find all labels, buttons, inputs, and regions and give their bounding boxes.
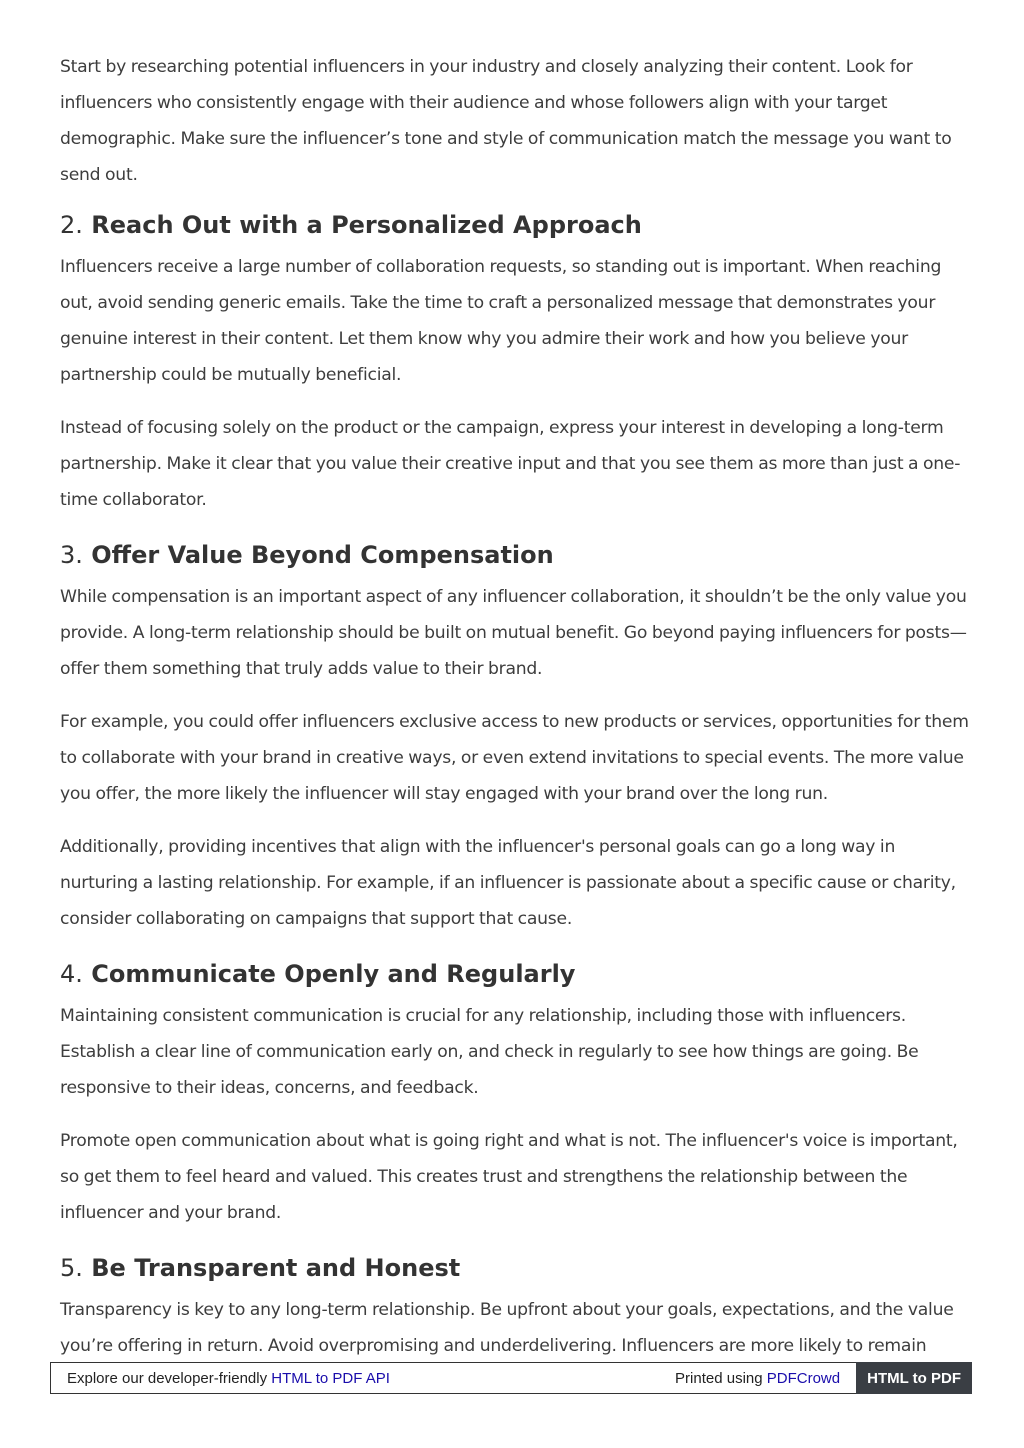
document-body <box>60 49 970 1381</box>
section-title: Communicate Openly and Regularly <box>91 960 576 988</box>
section-title: Reach Out with a Personalized Approach <box>91 211 642 239</box>
section-title: Be Transparent and Honest <box>91 1254 461 1282</box>
section-paragraph: For example, you could offer influencers exclusive access to new products or services, opportunities for them to collaborate with your brand in creative ways, or even extend invitations to special events. The more value you offer, the more likely the influencer will stay engaged with your brand over the long run. <box>60 712 969 804</box>
section-heading-2 <box>60 205 970 245</box>
section-heading-3 <box>60 535 970 575</box>
section-heading-5 <box>60 1248 970 1288</box>
section-number: 3. <box>60 541 83 569</box>
pdfcrowd-link[interactable]: PDFCrowd <box>766 1369 841 1387</box>
section-paragraph: Maintaining consistent communication is crucial for any relationship, including those with influencers. Establish a clear line of communication early on, and check in regularly to see how things are going. Be responsive to their ideas, concerns, and feedback. <box>60 1006 919 1098</box>
html-to-pdf-badge[interactable]: HTML to PDF <box>856 1362 972 1394</box>
section-number: 2. <box>60 211 83 239</box>
footer-promo-text: Explore our developer-friendly <box>67 1369 272 1387</box>
footer-promo <box>51 1370 675 1387</box>
section-number: 4. <box>60 960 83 988</box>
section-paragraph: Influencers receive a large number of collaboration requests, so standing out is important. When reaching out, avoid sending generic emails. Take the time to craft a personalized message that demonstrates your genuine interest in their content. Let them know why you admire their work and how you believe your partnership could be mutually beneficial. <box>60 257 942 385</box>
section-title: Offer Value Beyond Compensation <box>91 541 554 569</box>
section-paragraph: Additionally, providing incentives that align with the influencer's personal goals can go a long way in nurturing a lasting relationship. For example, if an influencer is passionate about a specific cause or charity, consider collaborating on campaigns that support that cause. <box>60 837 956 929</box>
intro-paragraph: Start by researching potential influencers in your industry and closely analyzing their content. Look for influencers who consistently engage with their audience and whose followers align with your target demographic. Make sure the influencer’s tone and style of communication match the message you want to send out. <box>60 57 952 185</box>
section-paragraph: While compensation is an important aspect of any influencer collaboration, it shouldn’t be the only value you provide. A long-term relationship should be built on mutual benefit. Go beyond paying influencers for posts—offer them something that truly adds value to their brand. <box>60 587 967 679</box>
section-paragraph: Instead of focusing solely on the product or the campaign, express your interest in developing a long-term partnership. Make it clear that you value their creative input and that you see them as more than just a one-time collaborator. <box>60 418 961 510</box>
footer-printed-text: Printed using <box>675 1369 767 1387</box>
section-paragraph: Transparency is key to any long-term relationship. Be upfront about your goals, expectations, and the value you’re offering in return. Avoid overpromising and underdelivering. Influencers are more likely to remain <box>60 1300 954 1356</box>
footer-printed-using <box>675 1370 856 1387</box>
html-to-pdf-api-link[interactable]: HTML to PDF API <box>271 1369 390 1387</box>
section-paragraph: Promote open communication about what is going right and what is not. The influencer's voice is important, so get them to feel heard and valued. This creates trust and strengthens the relationship between the influencer and your brand. <box>60 1131 958 1223</box>
section-number: 5. <box>60 1254 83 1282</box>
pdf-footer-banner <box>50 1362 972 1394</box>
section-heading-4 <box>60 954 970 994</box>
